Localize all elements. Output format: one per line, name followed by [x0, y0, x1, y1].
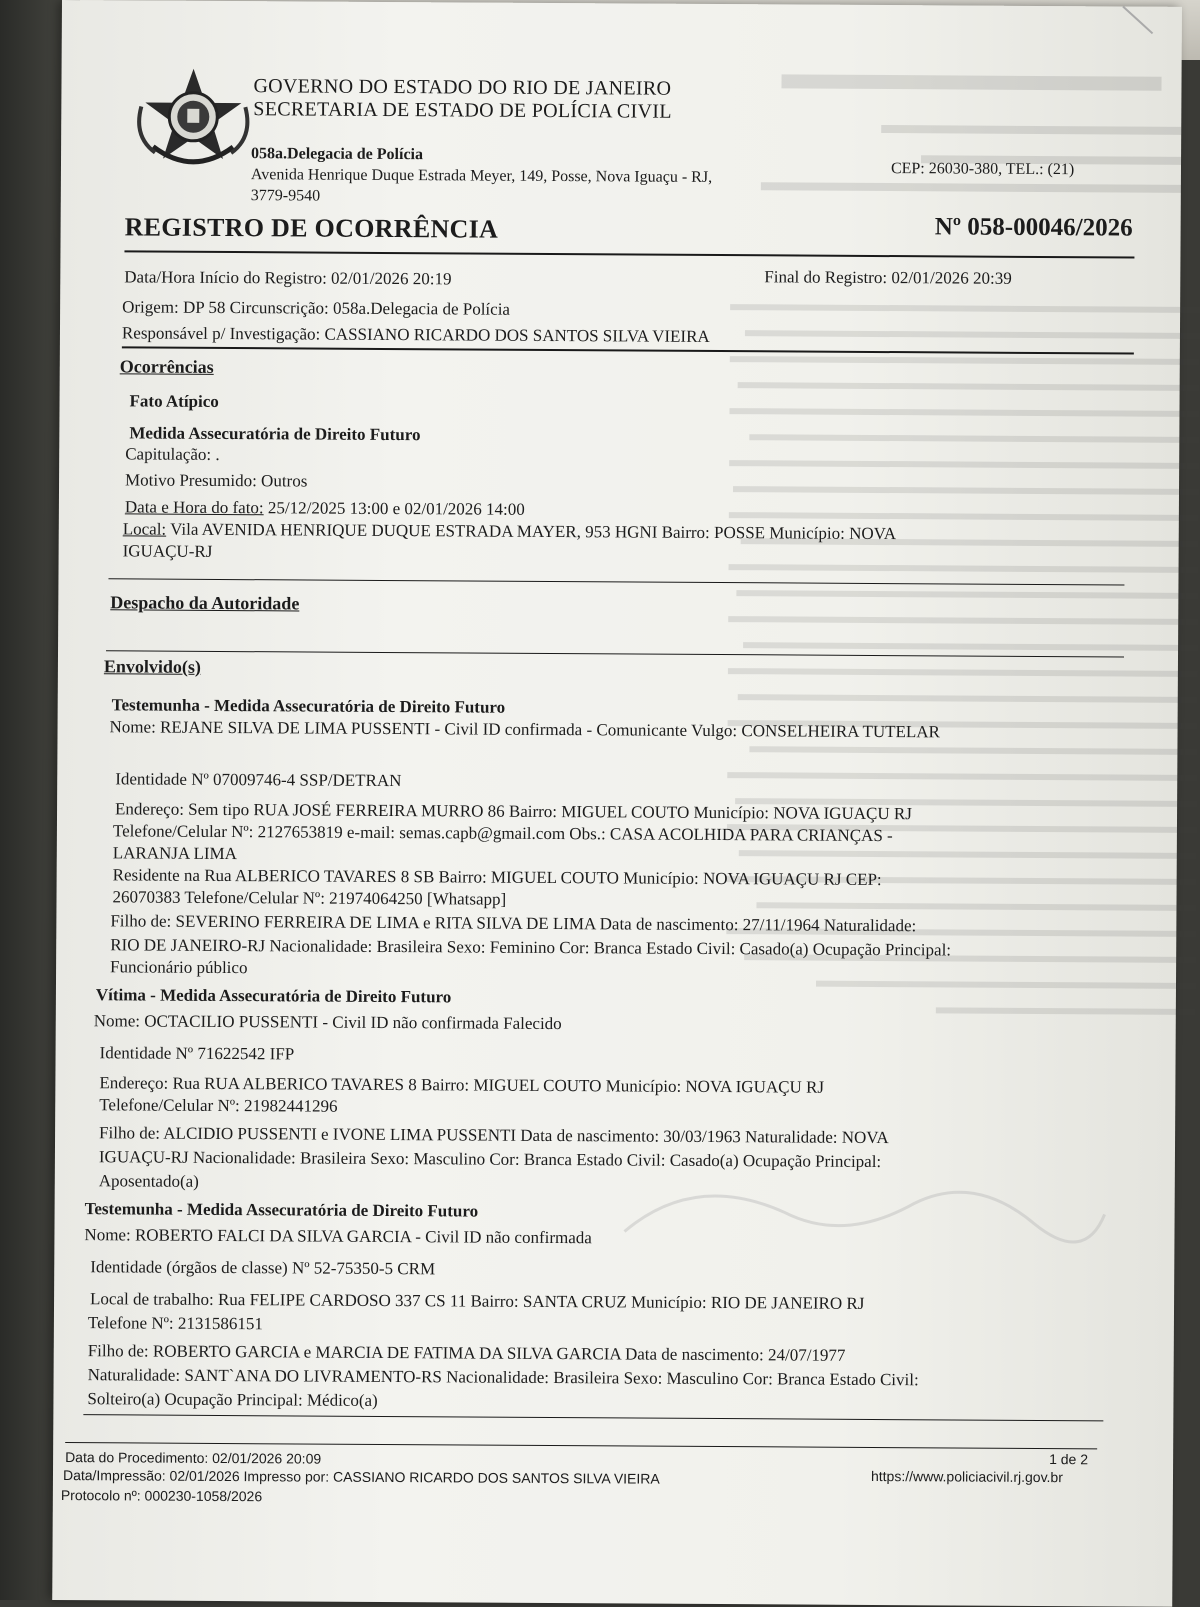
registro-responsavel: Responsável p/ Investigação: CASSIANO RICARDO DOS SANTOS SILVA VIEIRA — [121, 323, 710, 346]
fato-label: Fato Atípico — [129, 391, 219, 411]
envolvido-1-residente-cont: 26070383 Telefone/Celular Nº: 21974064250 [Whatsapp] — [112, 887, 507, 909]
footer-data-procedimento: Data do Procedimento: 02/01/2026 20:09 — [65, 1449, 322, 1467]
envolvido-1-residente: Residente na Rua ALBERICO TAVARES 8 SB Bairro: MIGUEL COUTO Município: NOVA IGUAÇU RJ CEP: — [112, 865, 882, 890]
envolvido-2-role: Vítima - Medida Assecuratória de Direito Futuro — [95, 985, 452, 1007]
envolvido-1-endereco: Endereço: Sem tipo RUA JOSÉ FERREIRA MURRO 86 Bairro: MIGUEL COUTO Município: NOVA IGUAÇU RJ — [115, 799, 912, 824]
envolvido-1-obs: LARANJA LIMA — [112, 843, 238, 864]
divider — [83, 1414, 1103, 1421]
footer-protocolo: Protocolo nº: 000230-1058/2026 — [60, 1487, 263, 1505]
document-page — [52, 0, 1182, 1607]
envolvido-1-ocupacao: Funcionário público — [110, 957, 248, 978]
envolvido-2-nome: Nome: OCTACILIO PUSSENTI - Civil ID não confirmada Falecido — [93, 1011, 562, 1034]
envolvido-2-ocupacao: Aposentado(a) — [98, 1171, 199, 1191]
footer-impressao: Data/Impressão: 02/01/2026 Impresso por: CASSIANO RICARDO DOS SANTOS SILVA VIEIRA — [62, 1467, 660, 1487]
delegacia-info — [251, 143, 713, 209]
cep-phone: CEP: 26030-380, TEL.: (21) — [890, 160, 1075, 179]
local-fato: Local: Vila AVENIDA HENRIQUE DUQUE ESTRADA MAYER, 953 HGNI Bairro: POSSE Município: NOVA — [122, 519, 897, 544]
envolvido-3-filiacao: Filho de: ROBERTO GARCIA e MARCIA DE FATIMA DA SILVA GARCIA Data de nascimento: 24/07/1977 — [87, 1341, 846, 1365]
show-through-signature — [614, 1171, 1115, 1284]
envolvido-3-nome: Nome: ROBERTO FALCI DA SILVA GARCIA - Civil ID não confirmada — [84, 1225, 592, 1248]
envolvido-3-naturalidade: Naturalidade: SANT`ANA DO LIVRAMENTO-RS Nacionalidade: Brasileira Sexo: Masculino Cor: Branca Estado Civil: — [87, 1365, 919, 1390]
paper-fold-line — [1122, 6, 1153, 34]
document-number: Nº 058-00046/2026 — [934, 213, 1133, 242]
delegacia-address: Avenida Henrique Duque Estrada Meyer, 149, Posse, Nova Iguaçu - RJ, — [250, 166, 713, 186]
envolvido-2-filiacao: Filho de: ALCIDIO PUSSENTI e IVONE LIMA PUSSENTI Data de nascimento: 30/03/1963 Naturalidade: NOVA — [99, 1123, 889, 1148]
government-title: GOVERNO DO ESTADO DO RIO DE JANEIRO SECRETARIA DE ESTADO DE POLÍCIA CIVIL — [253, 75, 672, 123]
local-fato-cont: IGUAÇU-RJ — [122, 541, 213, 561]
envolvido-1-telefone: Telefone/Celular Nº: 2127653819 e-mail: semas.capb@gmail.com Obs.: CASA ACOLHIDA PARA CRIANÇAS - — [112, 821, 893, 846]
ocorrencias-heading: Ocorrências — [119, 356, 214, 377]
despacho-heading: Despacho da Autoridade — [110, 592, 300, 614]
footer-page-number: 1 de 2 — [1049, 1451, 1089, 1468]
envolvidos-heading: Envolvido(s) — [103, 656, 202, 677]
envolvido-1-identidade: Identidade Nº 07009746-4 SSP/DETRAN — [115, 769, 402, 791]
footer-website-link[interactable]: https://www.policiacivil.rj.gov.br — [870, 1467, 1063, 1486]
envolvido-2-endereco: Endereço: Rua RUA ALBERICO TAVARES 8 Bairro: MIGUEL COUTO Município: NOVA IGUAÇU RJ — [99, 1073, 825, 1097]
responsavel-name: CASSIANO RICARDO DOS SANTOS SILVA VIEIRA — [324, 324, 710, 346]
envolvido-3-role: Testemunha - Medida Assecuratória de Direito Futuro — [84, 1199, 479, 1221]
document-title: REGISTRO DE OCORRÊNCIA — [124, 212, 499, 244]
envolvido-1-naturalidade: RIO DE JANEIRO-RJ Nacionalidade: Brasileira Sexo: Feminino Cor: Branca Estado Civil: Casado(a) Ocupação Principal: — [110, 935, 952, 960]
envolvido-2-identidade: Identidade Nº 71622542 IFP — [99, 1043, 295, 1064]
registro-inicio: Data/Hora Início do Registro: 02/01/2026 20:19 — [124, 267, 452, 289]
registro-origem: Origem: DP 58 Circunscrição: 058a.Delegacia de Polícia — [122, 297, 511, 319]
envolvido-1-filiacao: Filho de: SEVERINO FERREIRA DE LIMA e RITA SILVA DE LIMA Data de nascimento: 27/11/1964 Naturalidade: — [110, 911, 917, 936]
envolvido-1-nome: Nome: REJANE SILVA DE LIMA PUSSENTI - Civil ID confirmada - Comunicante Vulgo: CONSELHEIRA TUTELAR — [109, 717, 940, 742]
document-header — [133, 66, 1134, 212]
envolvido-2-telefone: Telefone/Celular Nº: 21982441296 — [99, 1095, 338, 1116]
registro-final: Final do Registro: 02/01/2026 20:39 — [764, 267, 1012, 288]
medida-label: Medida Assecuratória de Direito Futuro — [129, 423, 421, 445]
data-hora-fato: Data e Hora do fato: 25/12/2025 13:00 e 02/01/2026 14:00 — [124, 497, 525, 519]
motivo-presumido: Motivo Presumido: Outros — [125, 470, 308, 491]
envolvido-3-telefone: Telefone Nº: 2131586151 — [87, 1313, 263, 1334]
delegacia-phone: 3779-9540 — [250, 187, 321, 205]
police-emblem-icon — [133, 66, 254, 172]
envolvido-1-role: Testemunha - Medida Assecuratória de Direito Futuro — [111, 695, 506, 717]
envolvido-3-ocupacao: Solteiro(a) Ocupação Principal: Médico(a) — [87, 1389, 378, 1410]
capitulacao: Capitulação: . — [125, 444, 220, 464]
envolvido-2-naturalidade: IGUAÇU-RJ Nacionalidade: Brasileira Sexo: Masculino Cor: Branca Estado Civil: Casado(a) Ocupação Principal: — [98, 1147, 882, 1172]
envolvido-3-identidade: Identidade (órgãos de classe) Nº 52-75350-5 CRM — [90, 1257, 436, 1279]
delegacia-name: 058a.Delegacia de Polícia — [251, 145, 424, 164]
envolvido-3-trabalho: Local de trabalho: Rua FELIPE CARDOSO 337 CS 11 Bairro: SANTA CRUZ Município: RIO DE JANEIRO RJ — [90, 1289, 865, 1313]
